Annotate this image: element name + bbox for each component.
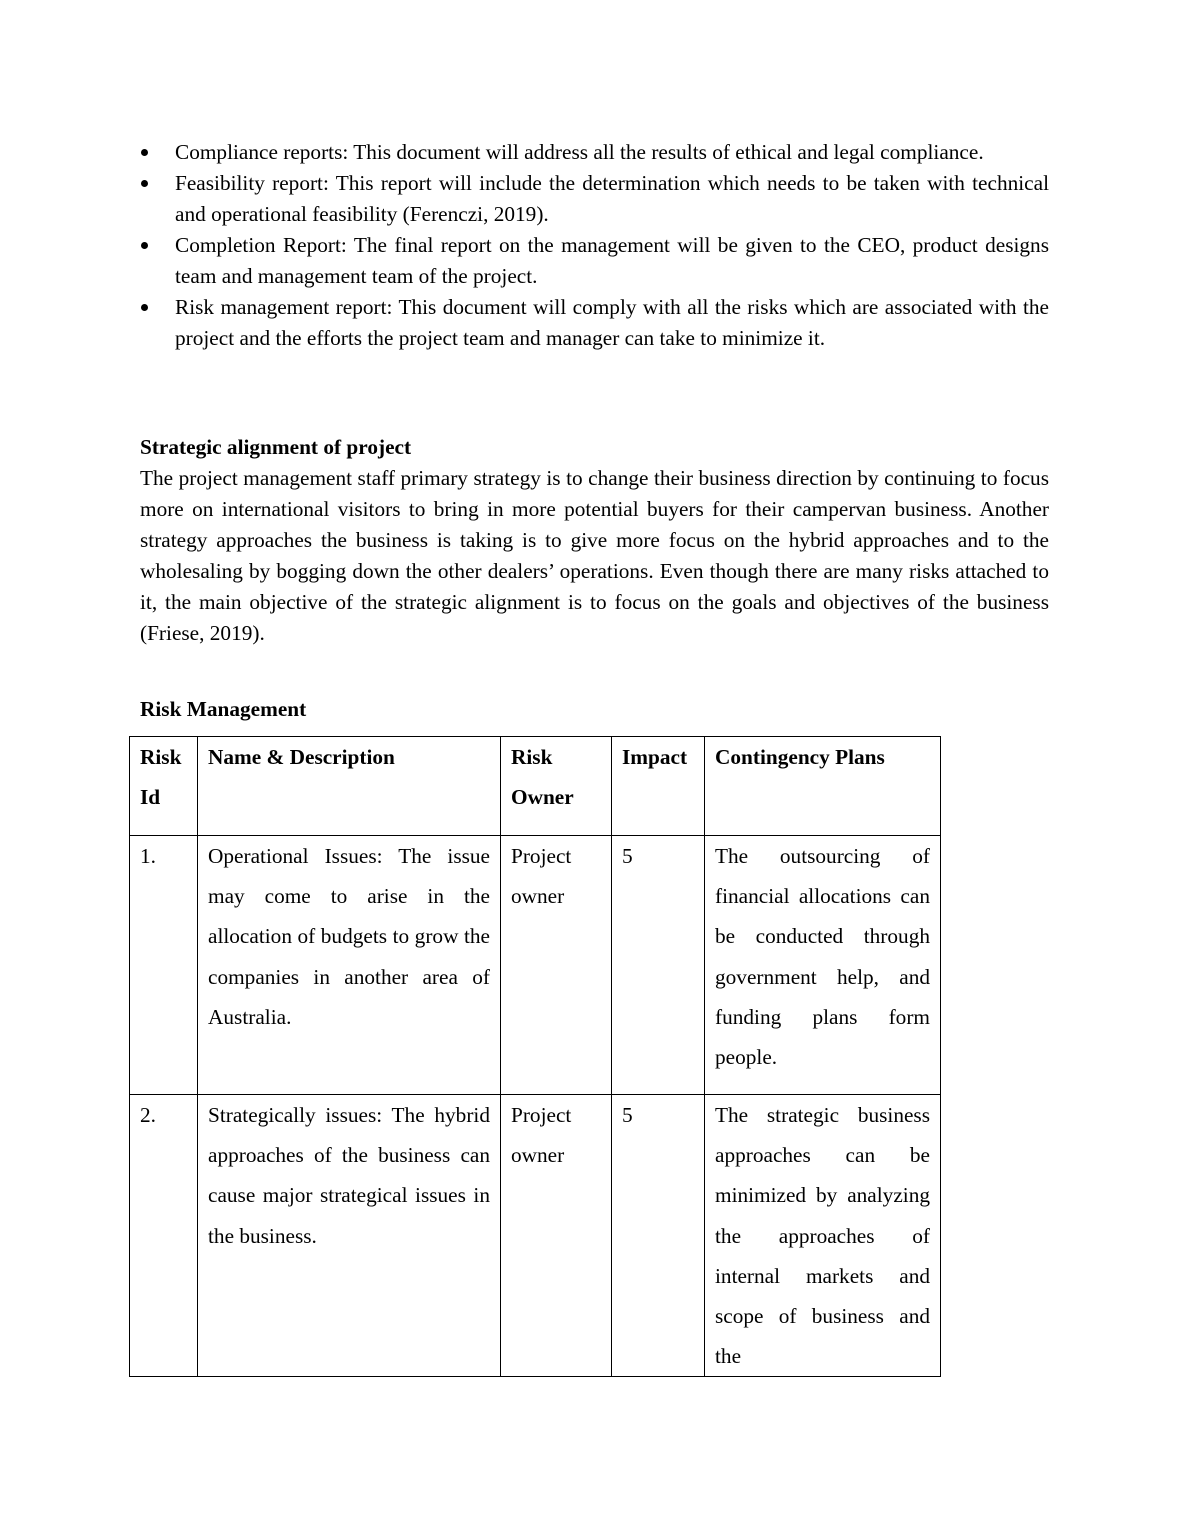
list-item-text: Compliance reports: This document will address all the results of ethical and legal compliance. — [175, 140, 984, 164]
list-item — [140, 292, 1049, 354]
cell-owner: Project owner — [501, 836, 612, 1095]
list-item-text: Risk management report: This document will comply with all the risks which are associated with the project and the efforts the project team and manager can take to minimize it. — [175, 295, 1049, 350]
bullet-icon — [141, 242, 148, 249]
cell-contingency: The outsourcing of financial allocations can be conducted through government help, and funding plans form people. — [705, 836, 941, 1095]
list-item — [140, 168, 1049, 230]
list-item-text: Completion Report: The final report on the management will be given to the CEO, product designs team and management team of the project. — [175, 233, 1049, 288]
cell-contingency: The strategic business approaches can be minimized by analyzing the approaches of internal markets and scope of business and the — [705, 1095, 941, 1377]
risk-table — [129, 736, 941, 1377]
bullet-icon — [141, 149, 148, 156]
cell-description: Strategically issues: The hybrid approaches of the business can cause major strategical issues in the business. — [198, 1095, 501, 1377]
table-header-row — [130, 737, 941, 836]
cell-risk-id: 1. — [130, 836, 198, 1095]
table-row — [130, 836, 941, 1095]
column-header-impact: Impact — [612, 737, 705, 836]
cell-impact: 5 — [612, 836, 705, 1095]
bullet-icon — [141, 304, 148, 311]
column-header-risk-id: Risk Id — [130, 737, 198, 836]
risk-management-heading: Risk Management — [140, 697, 307, 721]
bullet-icon — [141, 180, 148, 187]
list-item — [140, 137, 1049, 168]
list-item — [140, 230, 1049, 292]
cell-impact: 5 — [612, 1095, 705, 1377]
list-item-text: Feasibility report: This report will include the determination which needs to be taken with technical and operational feasibility (Ferenczi, 2019). — [175, 171, 1049, 226]
cell-description: Operational Issues: The issue may come to arise in the allocation of budgets to grow the companies in another area of Australia. — [198, 836, 501, 1095]
column-header-owner: Risk Owner — [501, 737, 612, 836]
cell-risk-id: 2. — [130, 1095, 198, 1377]
column-header-contingency: Contingency Plans — [705, 737, 941, 836]
column-header-description: Name & Description — [198, 737, 501, 836]
cell-owner: Project owner — [501, 1095, 612, 1377]
strategic-alignment-heading: Strategic alignment of project — [140, 435, 412, 459]
deliverables-list — [140, 137, 1049, 354]
strategic-alignment-paragraph: The project management staff primary strategy is to change their business direction by continuing to focus more on international visitors to bring in more potential buyers for their campervan business. Another strategy approaches the business is taking is to give more focus on the hybrid approaches and to the wholesaling by bogging down the other dealers’ operations. Even though there are many risks attached to it, the main objective of the strategic alignment is to focus on the goals and objectives of the business (Friese, 2019). — [140, 466, 1049, 645]
table-row — [130, 1095, 941, 1377]
